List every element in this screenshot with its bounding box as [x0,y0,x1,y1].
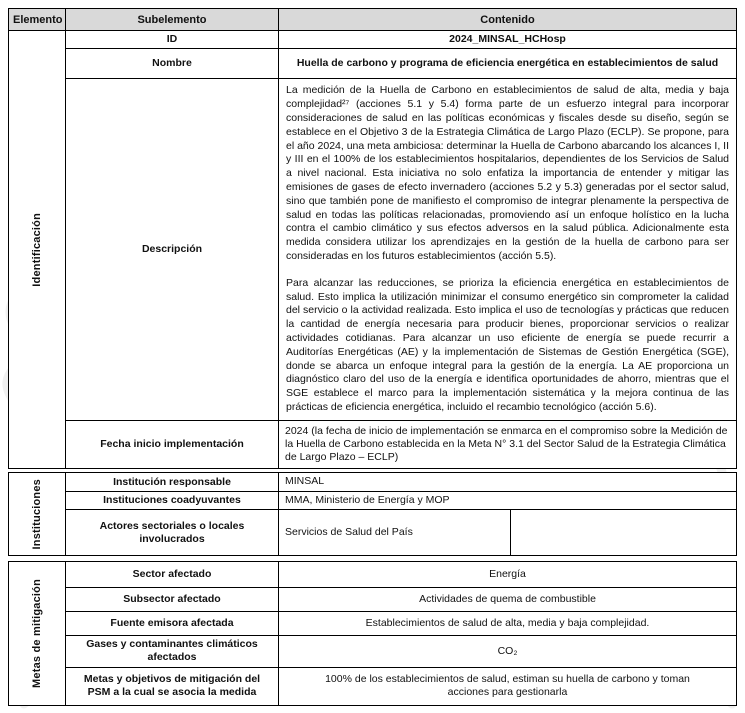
row-label-actores-sectoriales: Actores sectoriales o locales involucrados [66,510,279,556]
column-header-elemento: Elemento [9,9,66,31]
section-label-identificacion: Identificación [31,212,43,287]
table-header-row [9,9,737,31]
table-row-fuente-emisora [9,612,737,636]
row-label-descripcion: Descripción [66,79,279,420]
value-sector-afectado: Energía [279,562,737,588]
section-cell-identificacion [9,31,66,469]
column-header-contenido: Contenido [279,9,737,31]
section-cell-metas [9,562,66,705]
table-row-gases-contaminantes [9,636,737,667]
value-fecha-inicio: 2024 (la fecha de inicio de implementación se enmarca en el compromiso sobre la Medición de la Huella de Carbono establecida en la Meta N° 3.1 del Sector Salud de la Estrategia Climática de Largo Plazo – ECLP) [279,420,737,469]
value-subsector-afectado: Actividades de quema de combustible [279,588,737,612]
row-label-instituciones-coadyuvantes: Instituciones coadyuvantes [66,491,279,509]
table-row-subsector-afectado [9,588,737,612]
row-label-sector-afectado: Sector afectado [66,562,279,588]
value-metas-objetivos: 100% de los establecimientos de salud, estiman su huella de carbono y toman acciones para gestionarla [279,667,737,705]
row-label-fecha-inicio: Fecha inicio implementación [66,420,279,469]
document-page [8,8,737,706]
column-header-subelemento: Subelemento [66,9,279,31]
row-label-gases-contaminantes: Gases y contaminantes climáticos afectados [66,636,279,667]
value-actores-sectoriales-extra [511,510,737,556]
table-instituciones [8,472,737,556]
value-id: 2024_MINSAL_HCHosp [279,31,737,49]
table-identificacion [8,8,737,469]
value-nombre: Huella de carbono y programa de eficiencia energética en establecimientos de salud [279,49,737,79]
table-row-actores-sectoriales [9,510,737,556]
table-row-institucion-responsable [9,473,737,491]
row-label-nombre: Nombre [66,49,279,79]
row-label-subsector-afectado: Subsector afectado [66,588,279,612]
section-label-metas: Metas de mitigación [31,578,43,688]
section-cell-instituciones [9,473,66,556]
table-metas-mitigacion [8,561,737,705]
table-row-instituciones-coadyuvantes [9,491,737,509]
value-fuente-emisora: Establecimientos de salud de alta, media y baja complejidad. [279,612,737,636]
value-actores-sectoriales: Servicios de Salud del País [279,510,511,556]
value-instituciones-coadyuvantes: MMA, Ministerio de Energía y MOP [279,491,737,509]
table-row-nombre [9,49,737,79]
table-row-descripcion [9,79,737,420]
descripcion-paragraph-2: Para alcanzar las reducciones, se prioriza la eficiencia energética en establecimientos de salud. Esto implica la utilización minimizar el consumo energético sin comprometer la calidad del servicio o la actividad realizada. Esto implica el uso de tecnologías y prácticas que reducen la cantidad de energía necesaria para producir bienes, proporcionar servicios o realizar actividades cotidianas. Para alcanzar un uso eficiente de energía se puede recurrir a Auditorías Energéticas (AE) y la implementación de Sistemas de Gestión Energética (SGE), donde se abarca un enfoque integral para la gestión de la energía. La AE proporciona un diagnóstico claro del uso de la energía e identifica oportunidades de ahorro, mientras que el SGE establece el marco para la implementación sistemática y la mejora continua de las prácticas de eficiencia energética, incluido el recambio tecnológico (acción 5.6). [286,276,729,413]
row-label-id: ID [66,31,279,49]
value-descripcion [279,79,737,420]
row-label-metas-objetivos: Metas y objetivos de mitigación del PSM a la cual se asocia la medida [66,667,279,705]
table-row-fecha-inicio [9,420,737,469]
table-row-id [9,31,737,49]
value-institucion-responsable: MINSAL [279,473,737,491]
value-gases-contaminantes: CO₂ [279,636,737,667]
section-label-instituciones: Instituciones [31,479,43,550]
table-row-sector-afectado [9,562,737,588]
row-label-fuente-emisora: Fuente emisora afectada [66,612,279,636]
table-row-metas-objetivos [9,667,737,705]
descripcion-paragraph-1: La medición de la Huella de Carbono en establecimientos de salud de alta, media y baja complejidad²⁷ (acciones 5.1 y 5.4) forma parte de un esfuerzo integral para incorporar consideraciones de salud en las políticas económicas y fiscales desde su diseño, según se establece en el Objetivo 3 de la Estrategia Climática de Largo Plazo (ECLP). Se propone, para el año 2024, una meta ambiciosa: determinar la Huella de Carbono abarcando los alcances I, II y III en el 100% de los establecimientos hospitalarios, dependientes de los Servicios de Salud a nivel nacional. Esta iniciativa no solo enfatiza la importancia de entender y mitigar las emisiones de gases de efecto invernadero (acciones 5.2 y 5.3) generadas por el sector salud, sino que también pone de manifiesto el compromiso de integrar plenamente la perspectiva de salud en todas las políticas relacionadas, promoviendo así un enfoque holístico en la lucha contra el cambio climático y sus efectos adversos en la salud pública. Adicionalmente esta medida considera utilizar los aprendizajes en la gestión de la huella de carbono para ser consideradas en los futuros establecimientos (acción 5.5). [286,84,730,262]
row-label-institucion-responsable: Institución responsable [66,473,279,491]
